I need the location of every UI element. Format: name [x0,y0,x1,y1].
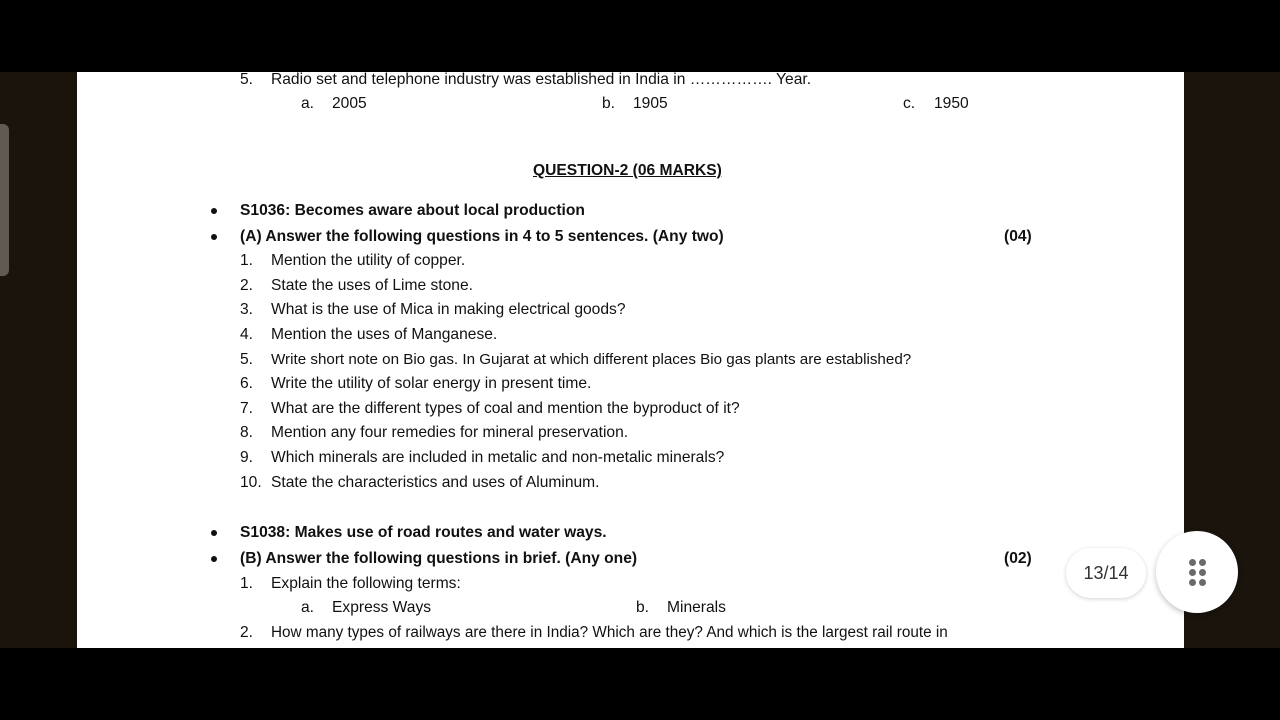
item-text: Write the utility of solar energy in present time. [271,375,592,392]
item-text: How many types of railways are there in India? Which are they? And which is the largest rail route in [271,624,948,641]
section-marks: (02) [1004,550,1032,567]
item-text: State the uses of Lime stone. [271,277,473,294]
section-title: QUESTION-2 (06 MARKS) [533,162,722,179]
grid-dots-icon [1189,559,1206,585]
item-number: 1. [240,575,254,592]
bullet-icon [211,530,217,536]
item-number: 5. [240,351,254,368]
item-text: What are the different types of coal and mention the byproduct of it? [271,400,740,417]
term-letter: a. [301,599,315,616]
item-number: 9. [240,449,254,466]
option-letter: b. [602,95,616,112]
item-number: 4. [240,326,254,343]
item-text: Mention any four remedies for mineral preservation. [271,424,629,441]
page-grid-button[interactable] [1156,531,1238,613]
item-number: 1. [240,252,254,269]
scrollbar-handle[interactable] [0,124,9,276]
option-text: 2005 [332,95,367,112]
term-text: Express Ways [332,599,432,616]
item-number: 2. [240,624,254,641]
bullet-icon [211,234,217,240]
item-text: What is the use of Mica in making electrical goods? [271,301,626,318]
term-text: Minerals [667,599,726,616]
section-marks: (04) [1004,228,1032,245]
item-number: 6. [240,375,254,392]
item-text: Write short note on Bio gas. In Gujarat at which different places Bio gas plants are established? [271,351,912,368]
learning-outcome: S1036: Becomes aware about local production [240,202,585,219]
bullet-icon [211,556,217,562]
item-number: 7. [240,400,254,417]
item-text: Mention the uses of Manganese. [271,326,498,343]
learning-outcome: S1038: Makes use of road routes and water ways. [240,524,607,541]
item-text: Explain the following terms: [271,575,461,592]
question-text: Radio set and telephone industry was established in India in ……………. Year. [271,72,812,88]
bullet-icon [211,208,217,214]
item-number: 10. [240,474,262,491]
section-heading: (A) Answer the following questions in 4 to 5 sentences. (Any two) [240,228,724,245]
option-letter: a. [301,95,315,112]
pdf-page [77,72,1184,648]
item-text: State the characteristics and uses of Aluminum. [271,474,600,491]
item-number: 8. [240,424,254,441]
question-number: 5. [240,72,254,88]
term-letter: b. [636,599,650,616]
item-text: Which minerals are included in metalic and non-metalic minerals? [271,449,725,466]
option-text: 1950 [934,95,969,112]
item-text: Mention the utility of copper. [271,252,466,269]
option-text: 1905 [633,95,668,112]
item-number: 2. [240,277,254,294]
item-number: 3. [240,301,254,318]
page-indicator: 13/14 [1066,548,1146,598]
option-letter: c. [903,95,916,112]
section-heading: (B) Answer the following questions in brief. (Any one) [240,550,638,567]
